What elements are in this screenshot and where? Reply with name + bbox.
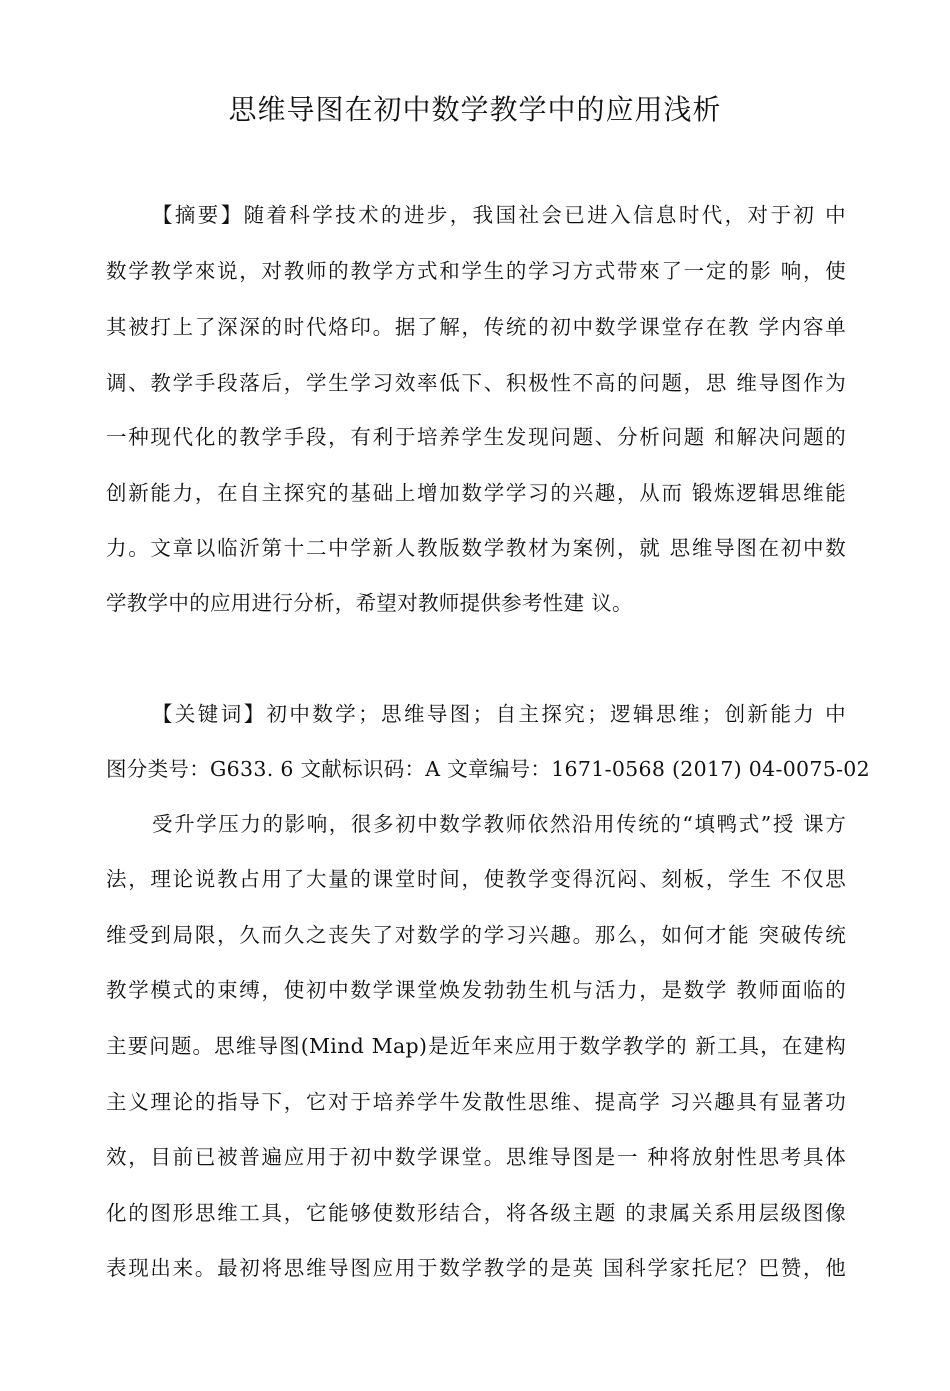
body-line-3: 维受到局限，久而久之丧失了对数学的学习兴趣。那么，如何才能 突破传统 <box>106 923 846 947</box>
keywords-line-1: 【关键词】初中数学；思维导图；自主探究；逻辑思维；创新能力 中 <box>152 702 846 726</box>
abstract-line-2: 数学教学來说，对教师的教学方式和学生的学习方式带來了一定的影 响，使 <box>106 259 846 283</box>
body-line-7: 效，目前已被普遍应用于初中数学课堂。思维导图是一 种将放射性思考具体 <box>106 1145 846 1169</box>
abstract-line-4: 调、教学手段落后，学生学习效率低下、积极性不高的问题，思 维导图作为 <box>106 371 846 395</box>
body-line-1: 受升学压力的影响，很多初中数学教师依然沿用传统的“填鸭式”授 课方 <box>152 812 846 836</box>
body-line-2: 法，理论说教占用了大量的课堂时间，使教学变得沉闷、刻板，学生 不仅思 <box>106 867 846 891</box>
abstract-line-5: 一种现代化的教学手段，有利于培养学生发现问题、分析问题 和解决问题的 <box>106 425 846 449</box>
body-line-5: 主要问题。思维导图(Mind Map)是近年来应用于数学教学的 新工具，在建构 <box>106 1034 846 1058</box>
body-line-8: 化的图形思维工具，它能够使数形结合，将各级主题 的隶属关系用层级图像 <box>106 1201 846 1225</box>
abstract-line-6: 创新能力，在自主探究的基础上增加数学学习的兴趣，从而 锻炼逻辑思维能 <box>106 481 846 505</box>
abstract-line-8: 学教学中的应用进行分析，希望对教师提供参考性建 议。 <box>106 591 633 615</box>
body-line-6: 主义理论的指导下，它对于培养学牛发散性思维、提高学 习兴趣具有显著功 <box>106 1090 846 1114</box>
abstract-line-3: 其被打上了深深的时代烙印。据了解，传统的初中数学课堂存在教 学内容单 <box>106 315 846 339</box>
keywords-line-2: 图分类号：G633. 6 文献标识码：A 文章编号：1671-0568 (2017) 04-0075-02 <box>106 757 870 781</box>
body-line-9: 表现出来。最初将思维导图应用于数学教学的是英 国科学家托尼？巴赞，他 <box>106 1256 846 1280</box>
body-line-4: 教学模式的束缚，使初中数学课堂焕发勃勃生机与活力，是数学 教师面临的 <box>106 978 846 1002</box>
abstract-line-1: 【摘要】随着科学技术的进步，我国社会已进入信息时代，对于初 中 <box>152 203 846 227</box>
abstract-line-7: 力。文章以临沂第十二中学新人教版数学教材为案例，就 思维导图在初中数 <box>106 536 846 560</box>
document-title: 思维导图在初中数学教学中的应用浅析 <box>228 93 722 126</box>
